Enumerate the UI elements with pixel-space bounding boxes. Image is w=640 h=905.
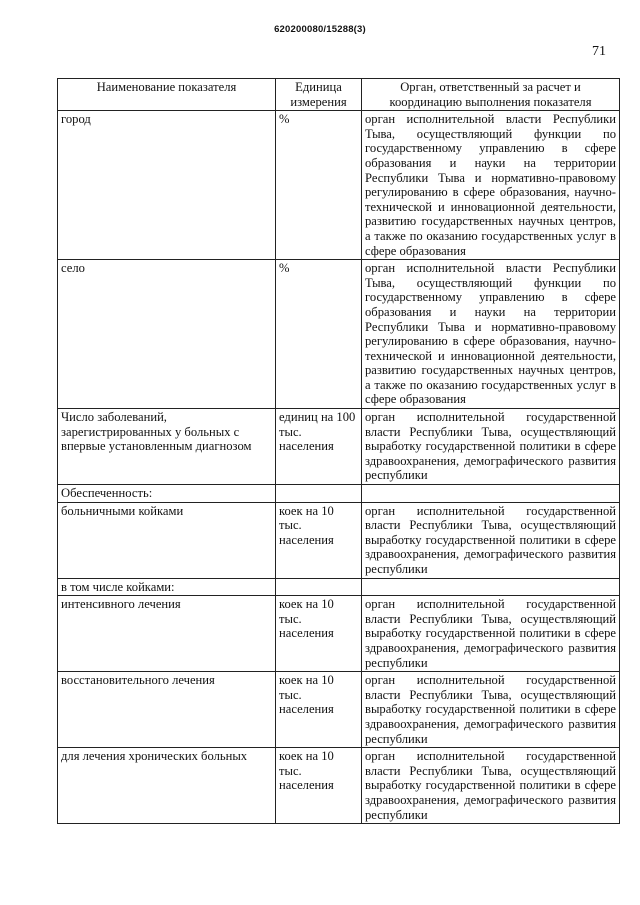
header-responsible-body: Орган, ответственный за расчет и координацию выполнения показателя	[362, 79, 620, 111]
table-row	[58, 596, 620, 672]
responsible-body-cell: орган исполнительной государственной власти Республики Тыва, осуществляющий выработку государственной политики в сфере здравоохранения, демографического развития республики	[362, 502, 620, 578]
responsible-body-cell	[362, 578, 620, 596]
table-row	[58, 485, 620, 503]
unit-cell: %	[276, 260, 362, 409]
unit-cell	[276, 578, 362, 596]
unit-cell: коек на 10 тыс. населения	[276, 502, 362, 578]
responsible-body-cell: орган исполнительной государственной власти Республики Тыва, осуществляющий выработку государственной политики в сфере здравоохранения, демографического развития республики	[362, 748, 620, 824]
indicator-name-cell: Число заболеваний, зарегистрированных у больных с впервые установленным диагнозом	[58, 409, 276, 485]
unit-cell: коек на 10 тыс. населения	[276, 596, 362, 672]
indicator-name-cell: село	[58, 260, 276, 409]
table-header-row	[58, 79, 620, 111]
indicator-name-cell: Обеспеченность:	[58, 485, 276, 503]
unit-cell: коек на 10 тыс. населения	[276, 748, 362, 824]
unit-cell: %	[276, 111, 362, 260]
responsible-body-cell: орган исполнительной власти Республики Тыва, осуществляющий функции по государственному управлению в сфере образования и науки на территории Республики Тыва и нормативно-правовому регулированию в сфере образования, научно-технической и инновационной деятельности, развитию государственных научных центров, а также по оказанию государственных услуг в сфере образования	[362, 111, 620, 260]
responsible-body-cell	[362, 485, 620, 503]
indicator-name-cell: для лечения хронических больных	[58, 748, 276, 824]
header-unit: Единица измерения	[276, 79, 362, 111]
table-row	[58, 409, 620, 485]
indicator-name-cell: восстановительного лечения	[58, 672, 276, 748]
unit-cell: единиц на 100 тыс. населения	[276, 409, 362, 485]
unit-cell: коек на 10 тыс. населения	[276, 672, 362, 748]
indicator-name-cell: больничными койками	[58, 502, 276, 578]
header-indicator-name: Наименование показателя	[58, 79, 276, 111]
indicator-table	[57, 78, 620, 824]
indicator-name-cell: город	[58, 111, 276, 260]
table-row	[58, 748, 620, 824]
responsible-body-cell: орган исполнительной государственной власти Республики Тыва, осуществляющий выработку государственной политики в сфере здравоохранения, демографического развития республики	[362, 596, 620, 672]
document-id: 620200080/15288(3)	[274, 24, 366, 35]
unit-cell	[276, 485, 362, 503]
indicator-name-cell: интенсивного лечения	[58, 596, 276, 672]
indicator-name-cell: в том числе койками:	[58, 578, 276, 596]
responsible-body-cell: орган исполнительной государственной власти Республики Тыва, осуществляющий выработку государственной политики в сфере здравоохранения, демографического развития республики	[362, 409, 620, 485]
responsible-body-cell: орган исполнительной власти Республики Тыва, осуществляющий функции по государственному управлению в сфере образования и науки на территории Республики Тыва и нормативно-правовому регулированию в сфере образования, научно-технической и инновационной деятельности, развитию государственных научных центров, а также по оказанию государственных услуг в сфере образования	[362, 260, 620, 409]
table-row	[58, 672, 620, 748]
table-row	[58, 578, 620, 596]
table-row	[58, 111, 620, 260]
responsible-body-cell: орган исполнительной государственной власти Республики Тыва, осуществляющий выработку государственной политики в сфере здравоохранения, демографического развития республики	[362, 672, 620, 748]
table-row	[58, 502, 620, 578]
table-row	[58, 260, 620, 409]
page-number: 71	[592, 44, 606, 59]
